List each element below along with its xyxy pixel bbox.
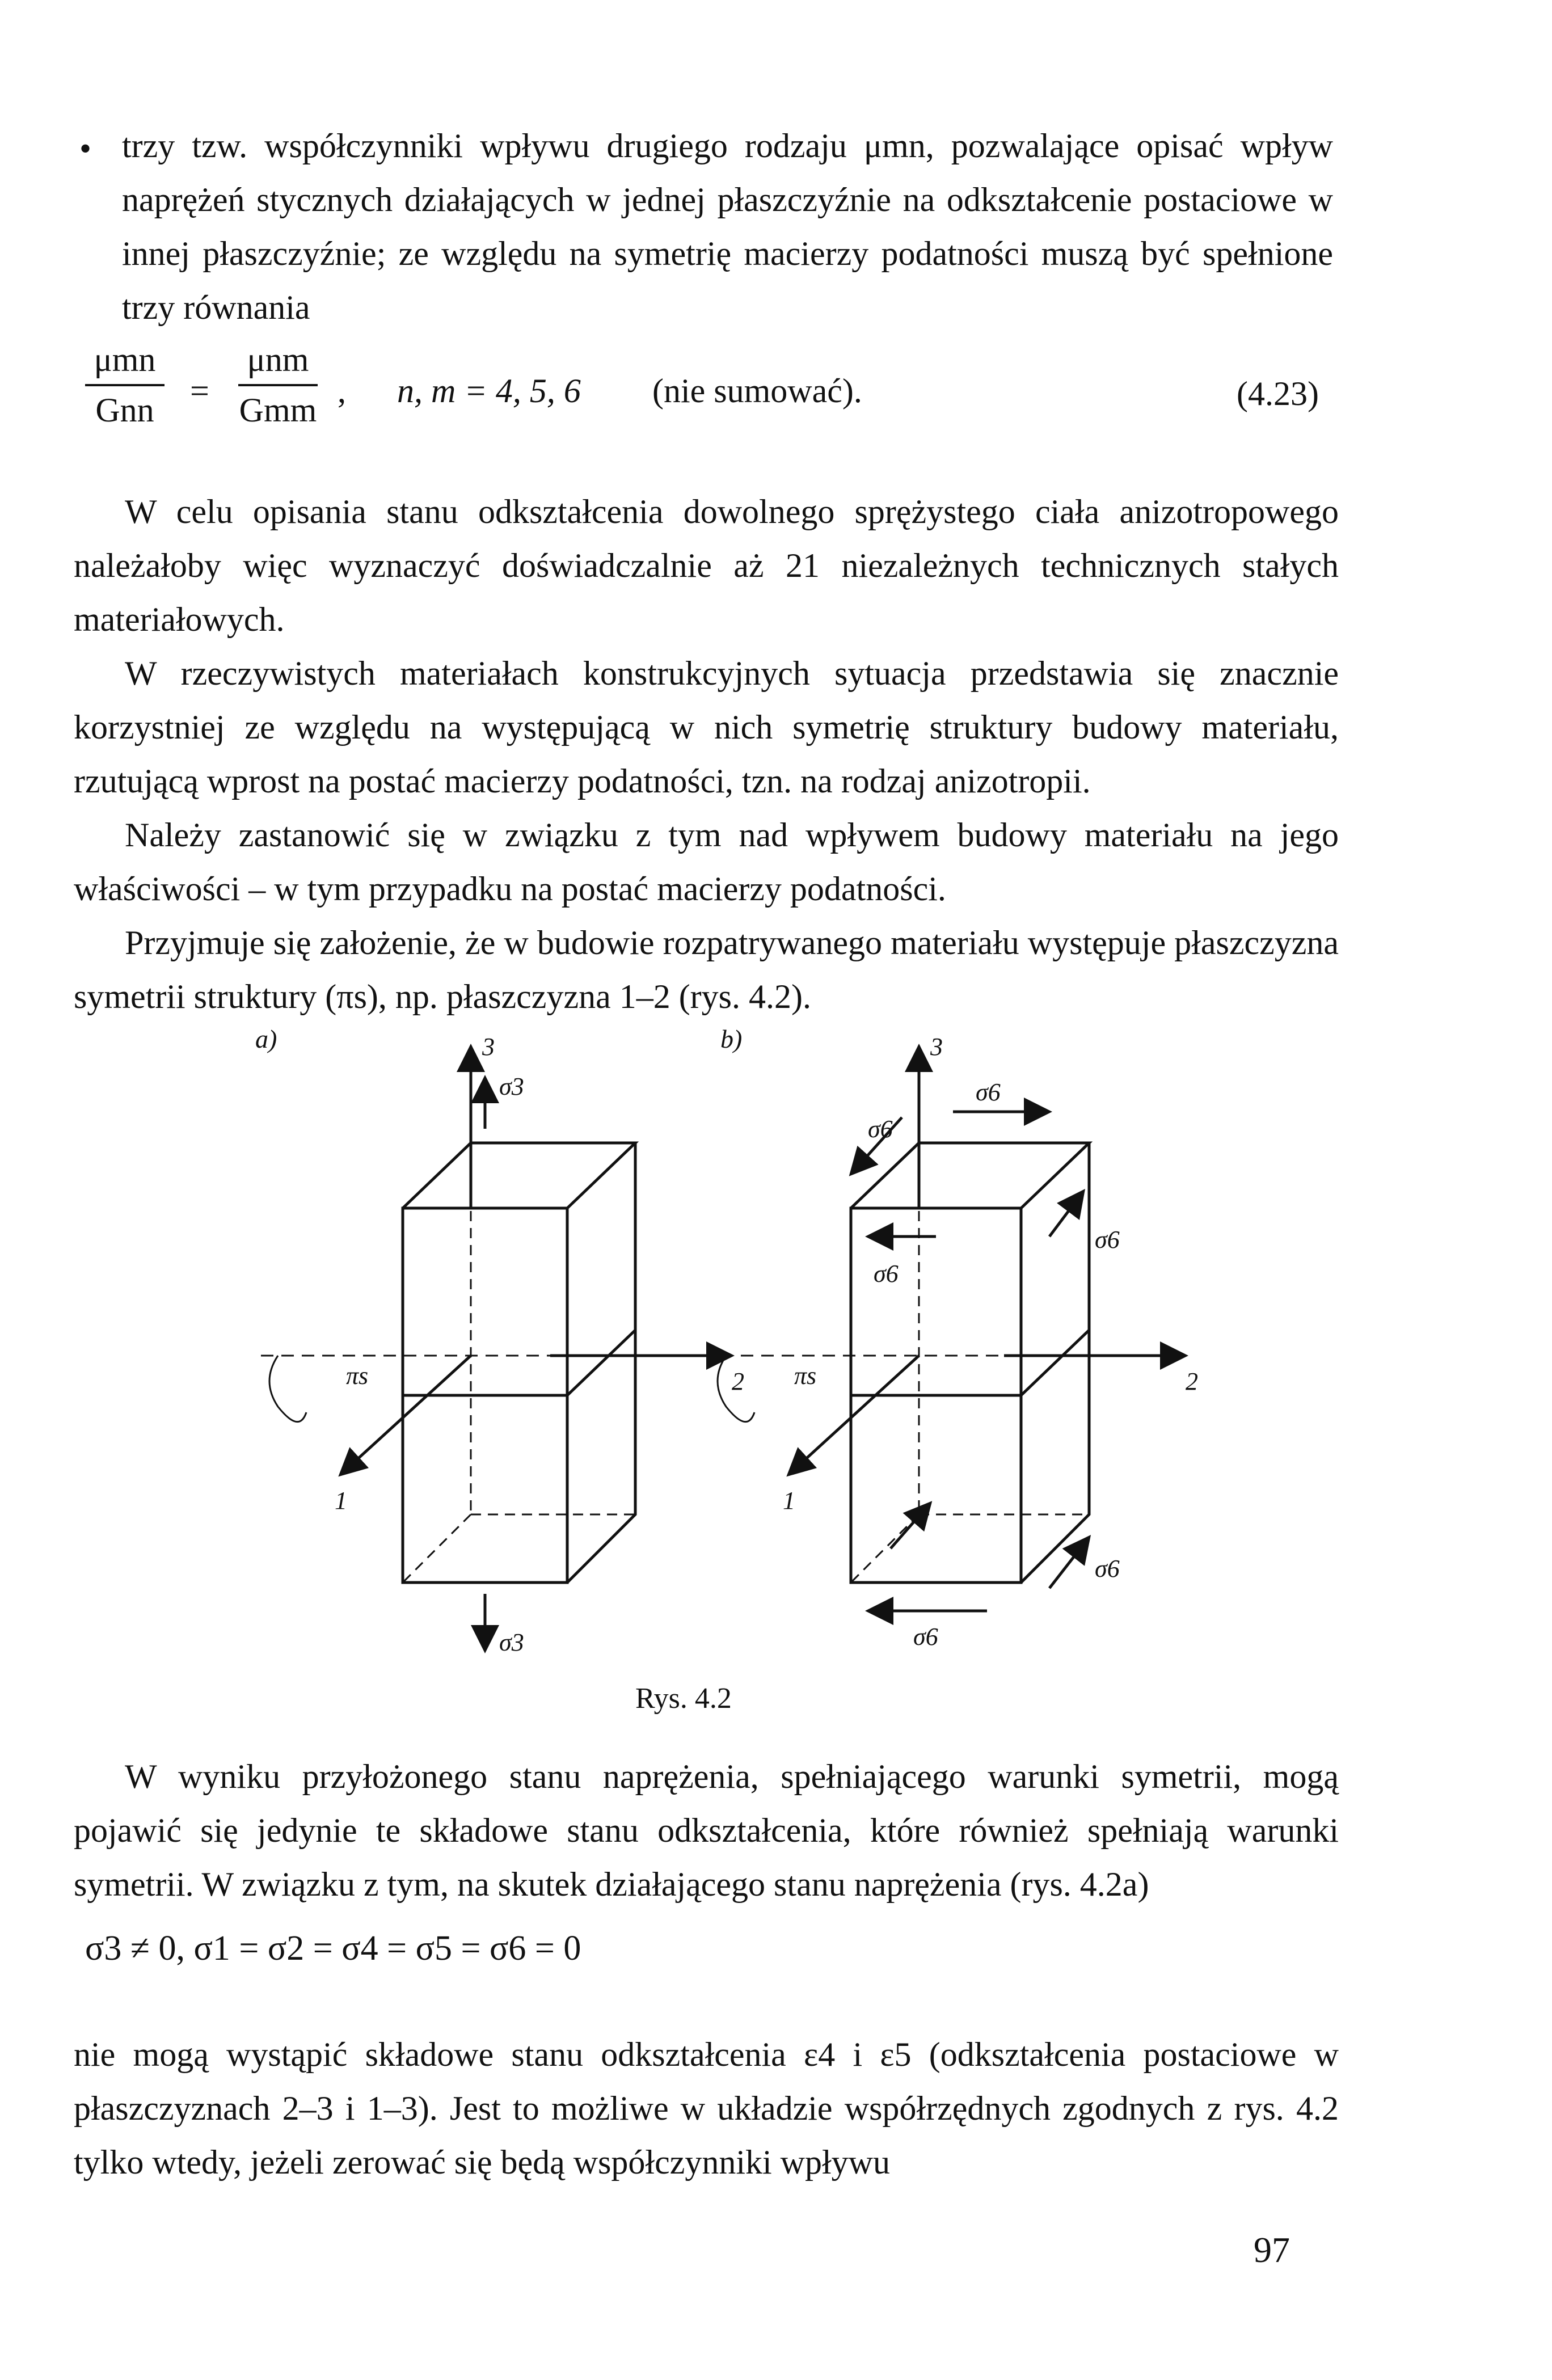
panel-b-label: b) (720, 1024, 743, 1053)
fraction-left-bar (85, 384, 165, 386)
paragraph-4: Przyjmuje się założenie, że w budowie rozpatrywanego materiału występuje płaszczyzna symetrii struktury (πs), np. płaszczyzna 1–2 (rys. 4.2). (74, 924, 1339, 1015)
panel-b-sigma6-left-label: σ6 (868, 1115, 893, 1143)
panel-b-sigma6-inner-label: σ6 (874, 1260, 899, 1288)
panel-b-sigma6-right-arrow (1049, 1191, 1083, 1237)
page-number: 97 (1254, 2230, 1290, 2270)
equation-4-23 (85, 340, 1350, 459)
panel-a-axis-2-label: 2 (732, 1368, 744, 1395)
panel-a-block-top (403, 1143, 635, 1208)
panel-b-axis-2-label: 2 (1186, 1368, 1198, 1395)
panel-b-plane-label: πs (794, 1362, 817, 1390)
panel-b-sigma6-bottom-right-label: σ6 (1095, 1555, 1120, 1583)
panel-b-sigma6-bottom-label: σ6 (913, 1623, 938, 1651)
fraction-right-bar (238, 384, 318, 386)
equation-equals: = (190, 372, 209, 410)
panel-a-axis-3-label: 3 (482, 1033, 495, 1061)
figure-4-2 (255, 1021, 1361, 1679)
panel-a-axis-1-label: 1 (335, 1487, 347, 1514)
paragraph-after-figure (74, 1750, 1339, 1911)
stress-equation: σ3 ≠ 0, σ1 = σ2 = σ4 = σ5 = σ6 = 0 (85, 1929, 581, 1968)
paragraph-3: Należy zastanowić się w związku z tym nad wpływem budowy materiału na jego właściwości – w tym przypadku na postać macierzy podatności. (74, 816, 1339, 908)
body-paragraphs (74, 485, 1339, 1024)
fraction-right (238, 340, 318, 430)
panel-a-label: a) (255, 1024, 277, 1053)
panel-a-plane-label: πs (346, 1362, 369, 1390)
panel-a-sigma3-bottom-label: σ3 (499, 1628, 524, 1656)
panel-b-sigma6-bottom-right-arrow (1049, 1537, 1089, 1588)
paragraph-2: W rzeczywistych materiałach konstrukcyjnych sytuacja przedstawia się znacznie korzystniej ze względu na występującą w nich symetrię struktury budowy materiału, rzutującą wprost na postać macierzy podatności, tzn. na rodzaj anizotropii. (74, 655, 1339, 800)
bullet-paragraph (122, 119, 1333, 335)
fraction-left-numerator: μmn (94, 341, 156, 378)
panel-b (718, 1046, 1186, 1611)
paragraph-6: nie mogą wystąpić składowe stanu odkształcenia ε4 i ε5 (odkształcenia postaciowe w płaszczyznach 2–3 i 1–3). Jest to możliwe w układzie współrzędnych zgodnych z rys. 4.2 tylko wtedy, jeżeli zerować się będą współczynniki wpływu (74, 2036, 1339, 2181)
bullet-mark: • (79, 130, 92, 167)
panel-b-block-top (851, 1143, 1089, 1208)
paragraph-5: W wyniku przyłożonego stanu naprężenia, spełniającego warunki symetrii, mogą pojawić się jedynie te składowe stanu odkształcenia, które również spełniają warunki symetrii. W związku z tym, na skutek działającego stanu naprężenia (rys. 4.2a) (74, 1758, 1339, 1903)
panel-a-sigma3-top-label: σ3 (499, 1073, 524, 1100)
fraction-right-numerator: μnm (247, 341, 309, 378)
panel-b-sigma6-lower-arrow (891, 1503, 930, 1548)
equation-number: (4.23) (1237, 375, 1319, 412)
fraction-left (85, 340, 165, 430)
panel-b-sigma6-top-label: σ6 (976, 1078, 1001, 1106)
paragraph-1: W celu opisania stanu odkształcenia dowolnego sprężystego ciała anizotropowego należałoby więc wyznaczyć doświadczalnie aż 21 niezależnych technicznych stałych materiałowych. (74, 493, 1339, 638)
bullet-text: trzy tzw. współczynniki wpływu drugiego rodzaju μmn, pozwalające opisać wpływ naprężeń stycznych działających w jednej płaszczyźnie na odkształcenie postaciowe w innej płaszczyźnie; ze względu na symetrię macierzy podatności muszą być spełnione trzy równania (122, 127, 1333, 326)
figure-svg (255, 1021, 1361, 1679)
equation-condition: n, m = 4, 5, 6 (397, 372, 581, 410)
equation-note: (nie sumować). (652, 372, 862, 410)
fraction-left-denominator: Gnn (95, 391, 154, 429)
panel-b-sigma6-right-label: σ6 (1095, 1226, 1120, 1254)
figure-caption: Rys. 4.2 (635, 1682, 732, 1715)
fraction-right-denominator: Gmm (239, 391, 317, 429)
equation-comma: , (338, 372, 346, 410)
panel-b-axis-1-label: 1 (783, 1487, 795, 1514)
panel-a-plane-pointer (269, 1356, 306, 1422)
final-paragraph (74, 2028, 1339, 2189)
panel-a (261, 1046, 732, 1651)
panel-b-axis-3-label: 3 (930, 1033, 943, 1061)
